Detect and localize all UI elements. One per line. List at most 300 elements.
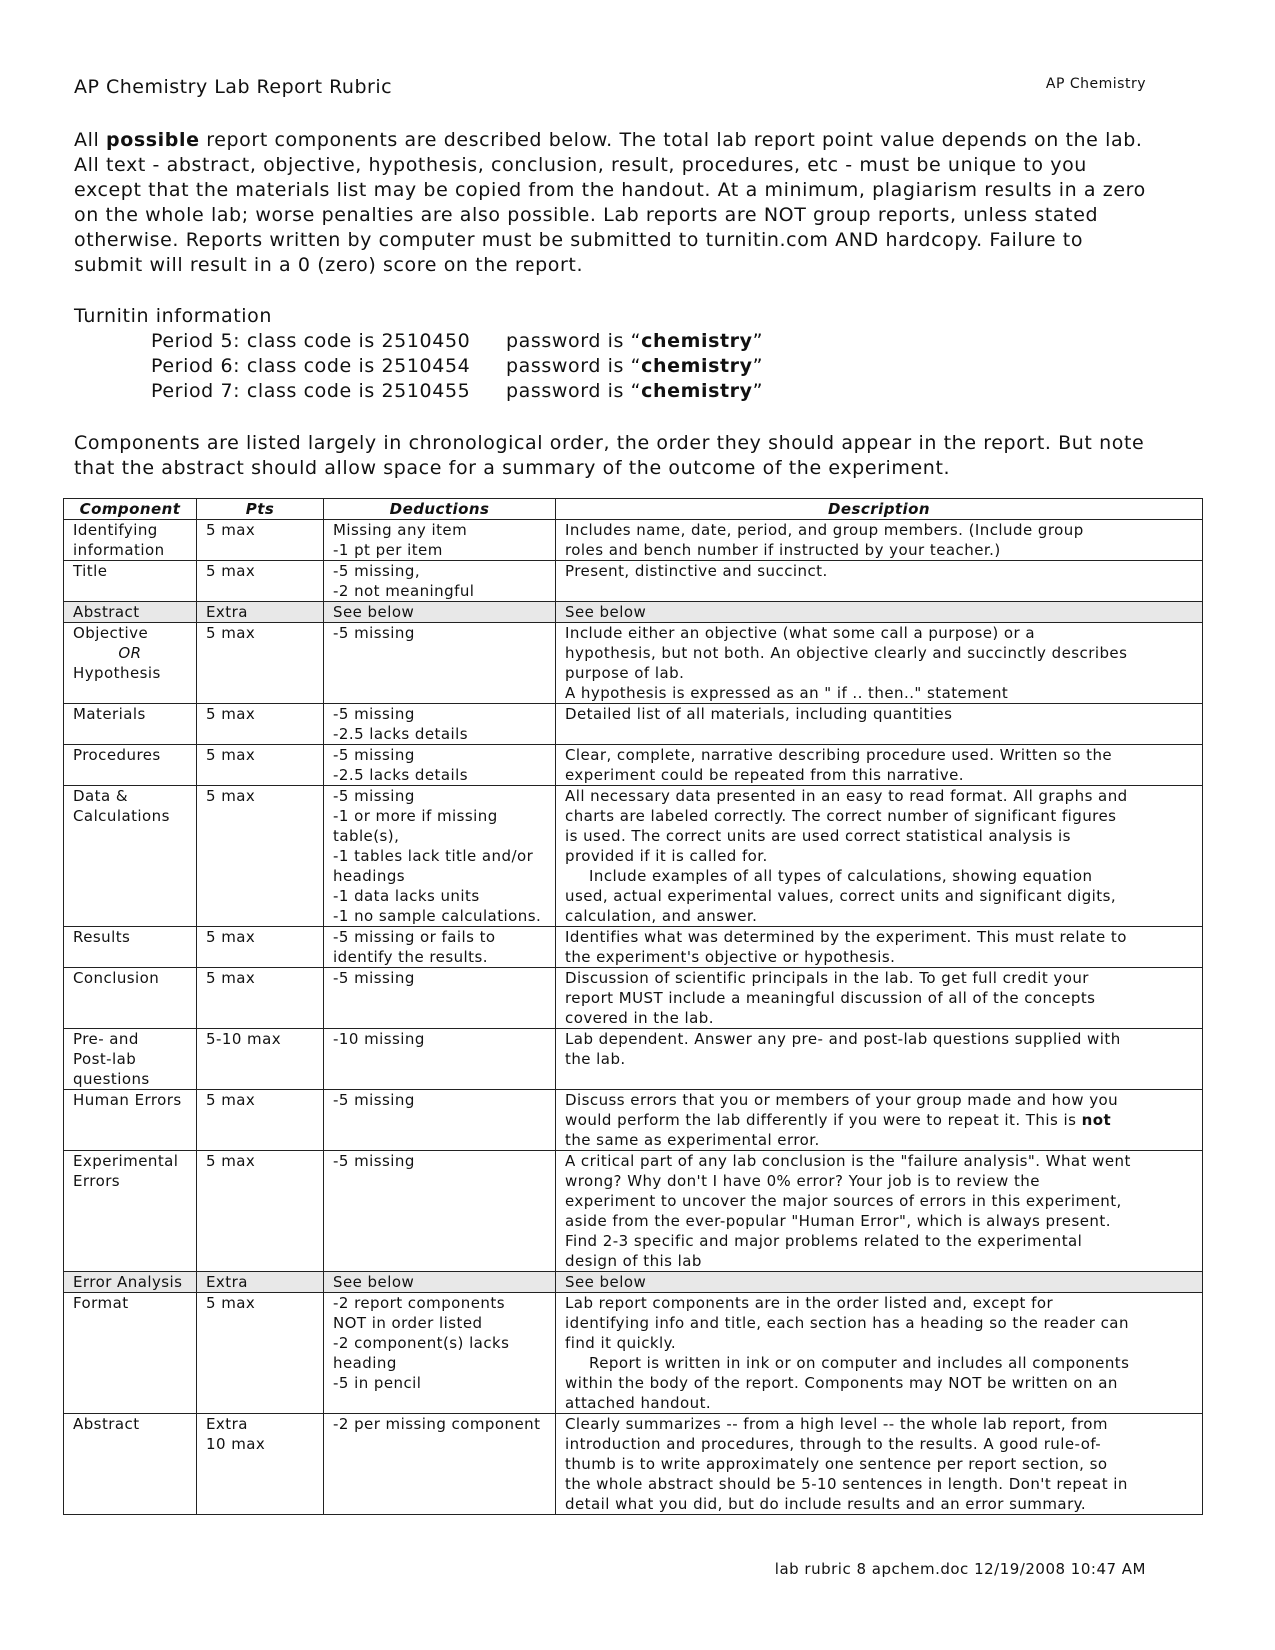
description-text: Include examples of all types of calculations, showing equation bbox=[589, 867, 1093, 885]
description-line bbox=[565, 1454, 1193, 1474]
component-line bbox=[73, 968, 187, 988]
component-text: Identifying bbox=[73, 521, 158, 539]
description-text: Clear, complete, narrative describing procedure used. Written so the bbox=[565, 746, 1113, 764]
pts-line bbox=[206, 1293, 314, 1313]
rubric-body bbox=[64, 520, 1203, 1515]
cell-pts bbox=[197, 786, 324, 927]
cell-deductions bbox=[324, 704, 556, 745]
description-text: Include either an objective (what some call a purpose) or a bbox=[565, 624, 1036, 642]
description-text: covered in the lab. bbox=[565, 1009, 714, 1027]
deductions-text: -10 missing bbox=[333, 1030, 425, 1048]
deductions-text: -2 report components bbox=[333, 1294, 505, 1312]
description-text: wrong? Why don't I have 0% error? Your job is to review the bbox=[565, 1172, 1040, 1190]
deductions-text: headings bbox=[333, 867, 406, 885]
password-value: chemistry bbox=[641, 330, 753, 352]
deductions-text: identify the results. bbox=[333, 948, 488, 966]
deductions-text: -5 missing bbox=[333, 969, 415, 987]
table-row bbox=[64, 786, 1203, 927]
component-line bbox=[73, 806, 187, 826]
description-line bbox=[565, 1313, 1193, 1333]
cell-description bbox=[556, 1414, 1203, 1515]
cell-pts bbox=[197, 1272, 324, 1293]
description-line bbox=[565, 927, 1193, 947]
pts-line bbox=[206, 745, 314, 765]
description-text: All necessary data presented in an easy to read format. All graphs and bbox=[565, 787, 1128, 805]
cell-description bbox=[556, 968, 1203, 1029]
intro-text: All bbox=[74, 129, 106, 151]
cell-pts bbox=[197, 927, 324, 968]
description-text: the same as experimental error. bbox=[565, 1131, 820, 1149]
description-line bbox=[565, 906, 1193, 926]
description-text: Lab dependent. Answer any pre- and post-lab questions supplied with bbox=[565, 1030, 1121, 1048]
description-line bbox=[565, 540, 1193, 560]
description-line bbox=[565, 683, 1193, 703]
pts-text: 5 max bbox=[206, 928, 256, 946]
component-line bbox=[73, 1293, 187, 1313]
table-row bbox=[64, 968, 1203, 1029]
pts-text: 5 max bbox=[206, 746, 256, 764]
description-line bbox=[565, 806, 1193, 826]
pts-text: 5 max bbox=[206, 705, 256, 723]
description-text: would perform the lab differently if you were to repeat it. This is bbox=[565, 1111, 1082, 1129]
cell-pts bbox=[197, 1029, 324, 1090]
deductions-line bbox=[333, 806, 546, 826]
deductions-line bbox=[333, 826, 546, 846]
component-line bbox=[73, 704, 187, 724]
pts-line bbox=[206, 1414, 314, 1434]
deductions-line bbox=[333, 704, 546, 724]
component-text: Procedures bbox=[73, 746, 161, 764]
pts-text: 10 max bbox=[206, 1435, 266, 1453]
cell-deductions bbox=[324, 968, 556, 1029]
description-text: design of this lab bbox=[565, 1252, 702, 1270]
deductions-text: -5 missing bbox=[333, 705, 415, 723]
deductions-line bbox=[333, 1373, 546, 1393]
component-line bbox=[73, 602, 187, 622]
description-line bbox=[565, 1393, 1193, 1413]
table-row bbox=[64, 623, 1203, 704]
intro-line: submit will result in a 0 (zero) score on the report. bbox=[74, 254, 584, 276]
description-text: roles and bench number if instructed by your teacher.) bbox=[565, 541, 1001, 559]
description-text: experiment to uncover the major sources of errors in this experiment, bbox=[565, 1192, 1122, 1210]
password-value: chemistry bbox=[641, 355, 753, 377]
description-text: Detailed list of all materials, including quantities bbox=[565, 705, 953, 723]
deductions-text: See below bbox=[333, 603, 415, 621]
description-line bbox=[565, 1110, 1193, 1130]
component-line bbox=[73, 561, 187, 581]
cell-description bbox=[556, 704, 1203, 745]
deductions-line bbox=[333, 1414, 546, 1434]
component-text: OR bbox=[118, 644, 142, 662]
deductions-line bbox=[333, 1333, 546, 1353]
description-line bbox=[565, 1251, 1193, 1271]
description-text: the whole abstract should be 5-10 sentences in length. Don't repeat in bbox=[565, 1475, 1128, 1493]
description-line bbox=[565, 988, 1193, 1008]
description-text: provided if it is called for. bbox=[565, 847, 768, 865]
pts-line bbox=[206, 520, 314, 540]
description-line bbox=[565, 1151, 1193, 1171]
description-line bbox=[565, 786, 1193, 806]
description-line bbox=[565, 1353, 1193, 1373]
component-text: Errors bbox=[73, 1172, 121, 1190]
cell-component bbox=[64, 1272, 197, 1293]
description-text: Includes name, date, period, and group members. (Include group bbox=[565, 521, 1084, 539]
description-line bbox=[565, 846, 1193, 866]
class-code: Period 7: class code is 2510455 bbox=[151, 380, 471, 402]
header-pts: Pts bbox=[197, 499, 324, 520]
deductions-line bbox=[333, 520, 546, 540]
description-text: attached handout. bbox=[565, 1394, 712, 1412]
password-value: chemistry bbox=[641, 380, 753, 402]
cell-description bbox=[556, 927, 1203, 968]
description-text: identifying info and title, each section has a heading so the reader can bbox=[565, 1314, 1129, 1332]
component-line bbox=[73, 1151, 187, 1171]
component-line bbox=[73, 520, 187, 540]
deductions-line bbox=[333, 927, 546, 947]
deductions-line bbox=[333, 866, 546, 886]
description-line bbox=[565, 1049, 1193, 1069]
description-line bbox=[565, 1293, 1193, 1313]
cell-description bbox=[556, 1272, 1203, 1293]
cell-pts bbox=[197, 561, 324, 602]
table-row bbox=[64, 1090, 1203, 1151]
period-line bbox=[74, 329, 763, 354]
deductions-line bbox=[333, 906, 546, 926]
deductions-line bbox=[333, 765, 546, 785]
component-text: Abstract bbox=[73, 1415, 140, 1433]
class-code: Period 5: class code is 2510450 bbox=[151, 330, 471, 352]
pts-text: Extra bbox=[206, 1273, 248, 1291]
cell-component bbox=[64, 927, 197, 968]
intro-line: otherwise. Reports written by computer must be submitted to turnitin.com AND hardcopy. Failure to bbox=[74, 229, 1084, 251]
cell-deductions bbox=[324, 1151, 556, 1272]
component-line bbox=[73, 745, 187, 765]
deductions-text: See below bbox=[333, 1273, 415, 1291]
component-text: information bbox=[73, 541, 165, 559]
note-line: that the abstract should allow space for a summary of the outcome of the experiment. bbox=[74, 457, 951, 479]
description-text: detail what you did, but do include results and an error summary. bbox=[565, 1495, 1087, 1513]
description-text: See below bbox=[565, 1273, 647, 1291]
component-text: Materials bbox=[73, 705, 146, 723]
description-text: Find 2-3 specific and major problems related to the experimental bbox=[565, 1232, 1083, 1250]
description-text: used, actual experimental values, correct units and significant digits, bbox=[565, 887, 1117, 905]
table-row bbox=[64, 927, 1203, 968]
description-line bbox=[565, 866, 1193, 886]
deductions-line bbox=[333, 724, 546, 744]
deductions-text: -1 or more if missing bbox=[333, 807, 498, 825]
rubric-table bbox=[63, 498, 1203, 1515]
table-row bbox=[64, 745, 1203, 786]
pts-line bbox=[206, 786, 314, 806]
deductions-line bbox=[333, 1293, 546, 1313]
cell-pts bbox=[197, 1151, 324, 1272]
pts-line bbox=[206, 704, 314, 724]
deductions-line bbox=[333, 561, 546, 581]
deductions-text: -5 missing bbox=[333, 787, 415, 805]
cell-component bbox=[64, 623, 197, 704]
cell-deductions bbox=[324, 927, 556, 968]
deductions-text: -1 tables lack title and/or bbox=[333, 847, 534, 865]
pts-line bbox=[206, 927, 314, 947]
cell-component bbox=[64, 1029, 197, 1090]
cell-description bbox=[556, 786, 1203, 927]
description-line bbox=[565, 1191, 1193, 1211]
description-text: aside from the ever-popular "Human Error", which is always present. bbox=[565, 1212, 1111, 1230]
cell-component bbox=[64, 786, 197, 927]
description-text: Present, distinctive and succinct. bbox=[565, 562, 828, 580]
cell-description bbox=[556, 602, 1203, 623]
period-line bbox=[74, 354, 763, 379]
password-label: password is “ bbox=[506, 380, 642, 402]
description-text: Identifies what was determined by the experiment. This must relate to bbox=[565, 928, 1127, 946]
cell-component bbox=[64, 745, 197, 786]
cell-pts bbox=[197, 968, 324, 1029]
component-text: Objective bbox=[73, 624, 149, 642]
description-text: charts are labeled correctly. The correct number of significant figures bbox=[565, 807, 1117, 825]
deductions-line bbox=[333, 540, 546, 560]
deductions-line bbox=[333, 786, 546, 806]
deductions-text: -5 in pencil bbox=[333, 1374, 422, 1392]
description-text: Discuss errors that you or members of your group made and how you bbox=[565, 1091, 1119, 1109]
component-line bbox=[73, 1090, 187, 1110]
cell-deductions bbox=[324, 602, 556, 623]
pts-line bbox=[206, 1090, 314, 1110]
description-text: the experiment's objective or hypothesis. bbox=[565, 948, 896, 966]
cell-description bbox=[556, 745, 1203, 786]
description-line bbox=[565, 1333, 1193, 1353]
deductions-text: -5 missing bbox=[333, 746, 415, 764]
cell-deductions bbox=[324, 1272, 556, 1293]
description-line bbox=[565, 886, 1193, 906]
component-line bbox=[73, 786, 187, 806]
cell-component bbox=[64, 704, 197, 745]
description-line bbox=[565, 1171, 1193, 1191]
description-line bbox=[565, 623, 1193, 643]
deductions-line bbox=[333, 1353, 546, 1373]
cell-deductions bbox=[324, 1029, 556, 1090]
pts-text: 5-10 max bbox=[206, 1030, 282, 1048]
description-line bbox=[565, 602, 1193, 622]
password-quote: ” bbox=[752, 330, 764, 352]
description-line bbox=[565, 520, 1193, 540]
deductions-line bbox=[333, 745, 546, 765]
description-line bbox=[565, 1272, 1193, 1292]
components-note bbox=[74, 431, 1144, 481]
deductions-text: -5 missing bbox=[333, 1152, 415, 1170]
component-text: Human Errors bbox=[73, 1091, 182, 1109]
pts-line bbox=[206, 1434, 314, 1454]
cell-component bbox=[64, 520, 197, 561]
description-line bbox=[565, 745, 1193, 765]
deductions-text: -1 pt per item bbox=[333, 541, 443, 559]
description-line bbox=[565, 947, 1193, 967]
description-text: find it quickly. bbox=[565, 1334, 677, 1352]
component-line bbox=[73, 1049, 187, 1069]
description-text: thumb is to write approximately one sentence per report section, so bbox=[565, 1455, 1108, 1473]
component-text: Abstract bbox=[73, 603, 140, 621]
deductions-line bbox=[333, 1272, 546, 1292]
password-quote: ” bbox=[752, 380, 764, 402]
description-line bbox=[565, 1231, 1193, 1251]
deductions-line bbox=[333, 886, 546, 906]
intro-line: except that the materials list may be copied from the handout. At a minimum, plagiarism results in a zero bbox=[74, 179, 1146, 201]
page-title: AP Chemistry Lab Report Rubric bbox=[74, 76, 393, 98]
deductions-text: -1 no sample calculations. bbox=[333, 907, 542, 925]
component-text: Format bbox=[73, 1294, 129, 1312]
component-text: questions bbox=[73, 1070, 150, 1088]
description-line bbox=[565, 704, 1193, 724]
deductions-text: heading bbox=[333, 1354, 397, 1372]
pts-text: 5 max bbox=[206, 562, 256, 580]
cell-pts bbox=[197, 1414, 324, 1515]
pts-line bbox=[206, 561, 314, 581]
pts-line bbox=[206, 968, 314, 988]
description-text: Report is written in ink or on computer and includes all components bbox=[589, 1354, 1130, 1372]
pts-text: Extra bbox=[206, 603, 248, 621]
description-text: is used. The correct units are used correct statistical analysis is bbox=[565, 827, 1071, 845]
component-text: Conclusion bbox=[73, 969, 160, 987]
description-line bbox=[565, 1029, 1193, 1049]
component-text: Calculations bbox=[73, 807, 170, 825]
password-label: password is “ bbox=[506, 355, 642, 377]
deductions-line bbox=[333, 581, 546, 601]
component-text: Hypothesis bbox=[73, 664, 161, 682]
table-row bbox=[64, 520, 1203, 561]
description-text: See below bbox=[565, 603, 647, 621]
description-text: introduction and procedures, through to the results. A good rule-of- bbox=[565, 1435, 1102, 1453]
table-row bbox=[64, 602, 1203, 623]
pts-line bbox=[206, 1029, 314, 1049]
password-quote: ” bbox=[752, 355, 764, 377]
cell-component bbox=[64, 1090, 197, 1151]
intro-bold-text: possible bbox=[106, 129, 200, 151]
deductions-text: -5 missing bbox=[333, 624, 415, 642]
deductions-text: -2.5 lacks details bbox=[333, 725, 468, 743]
deductions-text: -2 component(s) lacks bbox=[333, 1334, 510, 1352]
description-text: Lab report components are in the order listed and, except for bbox=[565, 1294, 1054, 1312]
cell-component bbox=[64, 968, 197, 1029]
cell-component bbox=[64, 561, 197, 602]
description-line bbox=[565, 1373, 1193, 1393]
table-row bbox=[64, 1272, 1203, 1293]
cell-component bbox=[64, 602, 197, 623]
pts-text: 5 max bbox=[206, 787, 256, 805]
cell-deductions bbox=[324, 520, 556, 561]
description-line bbox=[565, 1434, 1193, 1454]
component-line bbox=[73, 1414, 187, 1434]
component-line bbox=[73, 1029, 187, 1049]
description-line bbox=[565, 1494, 1193, 1514]
table-row bbox=[64, 561, 1203, 602]
deductions-text: Missing any item bbox=[333, 521, 468, 539]
description-line bbox=[565, 1090, 1193, 1110]
deductions-line bbox=[333, 1029, 546, 1049]
cell-deductions bbox=[324, 786, 556, 927]
cell-pts bbox=[197, 602, 324, 623]
period-line bbox=[74, 379, 763, 404]
pts-line bbox=[206, 623, 314, 643]
deductions-line bbox=[333, 846, 546, 866]
description-line bbox=[565, 1130, 1193, 1150]
cell-description bbox=[556, 1293, 1203, 1414]
description-line bbox=[565, 1211, 1193, 1231]
description-text: calculation, and answer. bbox=[565, 907, 758, 925]
cell-description bbox=[556, 623, 1203, 704]
header-description: Description bbox=[556, 499, 1203, 520]
component-text: Experimental bbox=[73, 1152, 179, 1170]
turnitin-section bbox=[74, 304, 763, 404]
pts-line bbox=[206, 1151, 314, 1171]
deductions-text: -2 per missing component bbox=[333, 1415, 541, 1433]
class-code: Period 6: class code is 2510454 bbox=[151, 355, 471, 377]
header-deductions: Deductions bbox=[324, 499, 556, 520]
table-header-row bbox=[64, 499, 1203, 520]
intro-line: All text - abstract, objective, hypothesis, conclusion, result, procedures, etc - must be unique to you bbox=[74, 154, 1087, 176]
pts-text: 5 max bbox=[206, 969, 256, 987]
cell-pts bbox=[197, 745, 324, 786]
deductions-text: -5 missing bbox=[333, 1091, 415, 1109]
component-line bbox=[73, 663, 187, 683]
deductions-text: NOT in order listed bbox=[333, 1314, 483, 1332]
description-text: report MUST include a meaningful discussion of all of the concepts bbox=[565, 989, 1096, 1007]
component-text: Title bbox=[73, 562, 108, 580]
intro-paragraph bbox=[74, 128, 1214, 278]
component-line bbox=[73, 1272, 187, 1292]
cell-pts bbox=[197, 623, 324, 704]
component-line bbox=[73, 643, 187, 663]
deductions-text: -5 missing, bbox=[333, 562, 421, 580]
table-row bbox=[64, 1414, 1203, 1515]
description-line bbox=[565, 1414, 1193, 1434]
header-subject: AP Chemistry bbox=[1045, 76, 1146, 92]
cell-description bbox=[556, 1151, 1203, 1272]
description-text: A hypothesis is expressed as an " if .. then.." statement bbox=[565, 684, 1009, 702]
cell-component bbox=[64, 1414, 197, 1515]
component-text: Data & bbox=[73, 787, 128, 805]
cell-pts bbox=[197, 1293, 324, 1414]
table-row bbox=[64, 1151, 1203, 1272]
deductions-text: -2.5 lacks details bbox=[333, 766, 468, 784]
description-text: Clearly summarizes -- from a high level -- the whole lab report, from bbox=[565, 1415, 1108, 1433]
deductions-text: -1 data lacks units bbox=[333, 887, 480, 905]
intro-line bbox=[74, 128, 1214, 153]
description-text: hypothesis, but not both. An objective clearly and succinctly describes bbox=[565, 644, 1128, 662]
note-line: Components are listed largely in chronological order, the order they should appear in the report. But note bbox=[74, 432, 1145, 454]
component-text: Error Analysis bbox=[73, 1273, 183, 1291]
deductions-line bbox=[333, 947, 546, 967]
component-text: Post-lab bbox=[73, 1050, 137, 1068]
pts-text: Extra bbox=[206, 1415, 248, 1433]
description-text: experiment could be repeated from this narrative. bbox=[565, 766, 964, 784]
footer-filename: lab rubric 8 apchem.doc 12/19/2008 10:47 AM bbox=[774, 1560, 1146, 1578]
deductions-line bbox=[333, 968, 546, 988]
cell-deductions bbox=[324, 623, 556, 704]
turnitin-heading: Turnitin information bbox=[74, 305, 273, 327]
description-text: within the body of the report. Components may NOT be written on an bbox=[565, 1374, 1118, 1392]
description-line bbox=[565, 1474, 1193, 1494]
description-line bbox=[565, 561, 1193, 581]
deductions-line bbox=[333, 623, 546, 643]
cell-deductions bbox=[324, 1293, 556, 1414]
table-row bbox=[64, 1293, 1203, 1414]
cell-description bbox=[556, 520, 1203, 561]
cell-deductions bbox=[324, 1414, 556, 1515]
cell-pts bbox=[197, 1090, 324, 1151]
deductions-text: table(s), bbox=[333, 827, 400, 845]
description-text: A critical part of any lab conclusion is the "failure analysis". What went bbox=[565, 1152, 1131, 1170]
pts-text: 5 max bbox=[206, 624, 256, 642]
intro-text: report components are described below. The total lab report point value depends on the lab. bbox=[199, 129, 1143, 151]
